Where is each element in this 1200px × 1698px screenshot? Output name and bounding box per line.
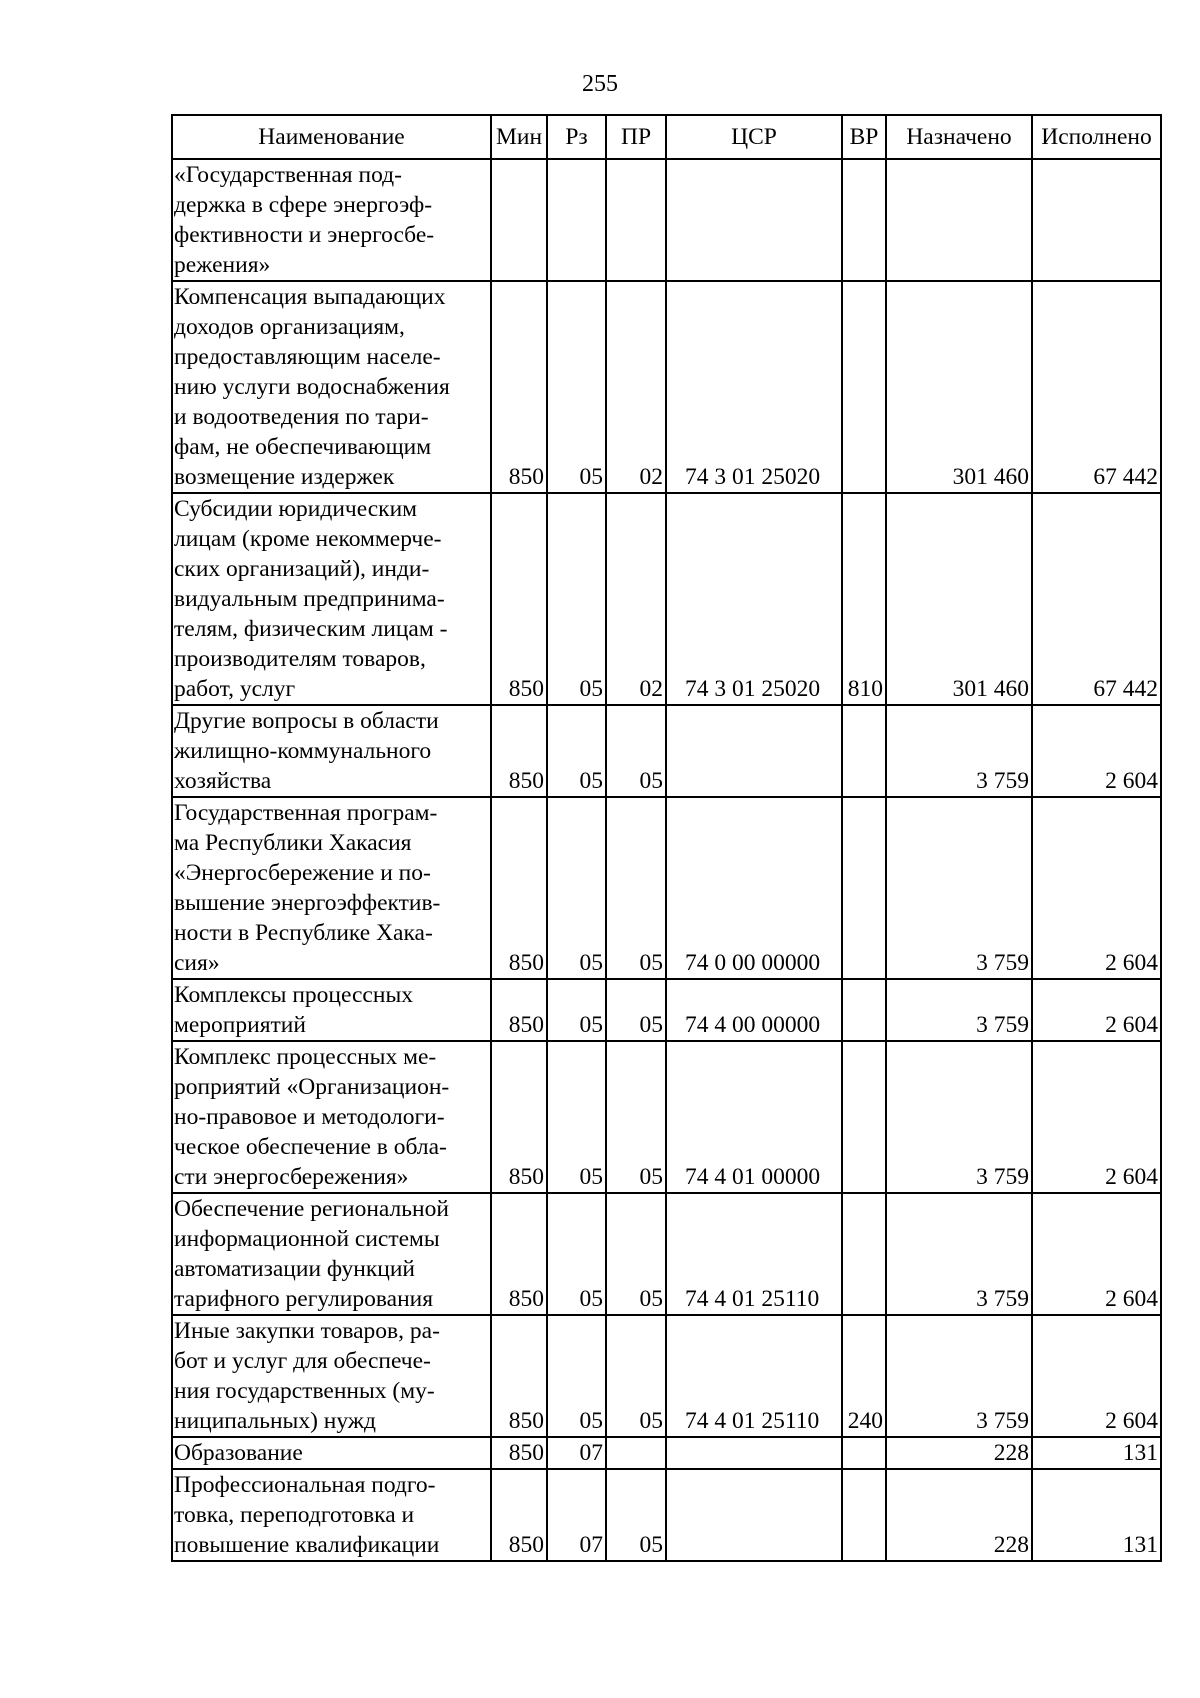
name-line: ма Республики Хакасия [174, 830, 412, 856]
name-line: ности в Республике Хака- [174, 920, 433, 946]
name-line: производителям товаров, [174, 646, 426, 672]
cell-executed: 2 604 [1032, 797, 1161, 979]
name-line: повышение квалификации [174, 1532, 440, 1558]
name-line: Субсидии юридическим [174, 496, 418, 522]
cell-pr: 05 [606, 1041, 666, 1193]
cell-name [172, 493, 491, 705]
cell-executed: 67 442 [1032, 281, 1161, 493]
name-line: и водоотведения по тари- [174, 404, 429, 430]
header-executed: Исполнено [1032, 115, 1161, 159]
name-line: Государственная програм- [174, 800, 438, 826]
header-csr: ЦСР [666, 115, 842, 159]
cell-executed: 2 604 [1032, 979, 1161, 1041]
cell-assigned: 3 759 [886, 1193, 1032, 1315]
cell-executed: 67 442 [1032, 493, 1161, 705]
name-line: ния государственных (му- [174, 1378, 435, 1404]
name-line: доходов организациям, [174, 314, 405, 340]
name-line: автоматизации функций [174, 1256, 416, 1282]
header-min: Мин [491, 115, 547, 159]
name-line: «Государственная под- [174, 162, 402, 188]
cell-rz: 05 [547, 979, 606, 1041]
name-line: нию услуги водоснабжения [174, 374, 450, 400]
cell-assigned [886, 159, 1032, 281]
name-line: возмещение издержек [174, 464, 395, 490]
cell-min: 850 [491, 705, 547, 797]
header-assigned: Назначено [886, 115, 1032, 159]
cell-executed: 2 604 [1032, 705, 1161, 797]
cell-rz: 05 [547, 1193, 606, 1315]
name-line: Другие вопросы в области [174, 708, 439, 734]
cell-min: 850 [491, 1041, 547, 1193]
name-line: сти энергосбережения» [174, 1164, 409, 1190]
cell-vr: 810 [842, 493, 886, 705]
cell-rz: 05 [547, 1041, 606, 1193]
cell-csr: 74 4 01 25110 [666, 1315, 842, 1437]
name-line: телям, физическим лицам - [174, 616, 448, 642]
table-row [172, 493, 1161, 705]
header-rz: Рз [547, 115, 606, 159]
name-line: Комплекс процессных ме- [174, 1044, 437, 1070]
name-line: Профессиональная подго- [174, 1472, 436, 1498]
name-line: роприятий «Организацион- [174, 1074, 450, 1100]
name-line: информационной системы [174, 1226, 440, 1252]
cell-vr [842, 1437, 886, 1469]
cell-executed: 131 [1032, 1437, 1161, 1469]
cell-csr: 74 3 01 25020 [666, 493, 842, 705]
cell-rz: 07 [547, 1469, 606, 1561]
cell-vr [842, 159, 886, 281]
cell-vr [842, 705, 886, 797]
cell-pr: 05 [606, 979, 666, 1041]
cell-assigned: 3 759 [886, 1041, 1032, 1193]
cell-csr [666, 705, 842, 797]
table-header-row [172, 115, 1161, 159]
cell-min: 850 [491, 1193, 547, 1315]
cell-assigned: 228 [886, 1437, 1032, 1469]
name-line: фективности и энергосбе- [174, 222, 435, 248]
cell-vr [842, 1041, 886, 1193]
name-line: видуальным предпринима- [174, 586, 445, 612]
cell-csr [666, 1469, 842, 1561]
name-line: но-правовое и методологи- [174, 1104, 445, 1130]
cell-min: 850 [491, 493, 547, 705]
table-body [172, 159, 1161, 1561]
cell-csr [666, 159, 842, 281]
cell-vr [842, 1469, 886, 1561]
cell-rz: 05 [547, 281, 606, 493]
name-line: работ, услуг [174, 676, 296, 702]
table-row [172, 979, 1161, 1041]
name-line: хозяйства [174, 768, 272, 794]
cell-rz: 05 [547, 1315, 606, 1437]
cell-rz [547, 159, 606, 281]
name-line: жилищно-коммунального [174, 738, 432, 764]
name-line: режения» [174, 252, 271, 278]
cell-pr: 05 [606, 797, 666, 979]
name-line: ческое обеспечение в обла- [174, 1134, 447, 1160]
cell-executed: 2 604 [1032, 1315, 1161, 1437]
table-row [172, 1041, 1161, 1193]
name-line: Обеспечение региональной [174, 1196, 449, 1222]
cell-name [172, 159, 491, 281]
cell-executed [1032, 159, 1161, 281]
table-row [172, 1193, 1161, 1315]
cell-assigned: 3 759 [886, 979, 1032, 1041]
cell-min: 850 [491, 797, 547, 979]
cell-csr: 74 0 00 00000 [666, 797, 842, 979]
name-line: бот и услуг для обеспече- [174, 1348, 431, 1374]
cell-csr: 74 4 01 00000 [666, 1041, 842, 1193]
cell-pr: 05 [606, 1193, 666, 1315]
cell-pr: 02 [606, 281, 666, 493]
table-row [172, 705, 1161, 797]
name-line: сия» [174, 950, 220, 976]
cell-min: 850 [491, 281, 547, 493]
name-line: вышение энергоэффектив- [174, 890, 441, 916]
cell-executed: 131 [1032, 1469, 1161, 1561]
cell-pr: 02 [606, 493, 666, 705]
name-line: ниципальных) нужд [174, 1408, 376, 1434]
name-line: тарифного регулирования [174, 1286, 434, 1312]
cell-assigned: 3 759 [886, 1315, 1032, 1437]
cell-rz: 07 [547, 1437, 606, 1469]
table-row [172, 1437, 1161, 1469]
cell-csr [666, 1437, 842, 1469]
cell-pr [606, 159, 666, 281]
budget-table [171, 114, 1162, 1562]
header-vr: ВР [842, 115, 886, 159]
cell-vr [842, 797, 886, 979]
cell-vr: 240 [842, 1315, 886, 1437]
cell-name [172, 1041, 491, 1193]
table-row [172, 159, 1161, 281]
name-line: предоставляющим населе- [174, 344, 441, 370]
table-row [172, 797, 1161, 979]
cell-name [172, 979, 491, 1041]
cell-name [172, 281, 491, 493]
cell-vr [842, 281, 886, 493]
cell-assigned: 3 759 [886, 797, 1032, 979]
page-number: 255 [582, 71, 618, 97]
cell-assigned: 301 460 [886, 493, 1032, 705]
cell-csr: 74 3 01 25020 [666, 281, 842, 493]
cell-min: 850 [491, 1315, 547, 1437]
cell-min: 850 [491, 979, 547, 1041]
name-line: Иные закупки товаров, ра- [174, 1318, 440, 1344]
name-line: товка, переподготовка и [174, 1502, 415, 1528]
cell-assigned: 301 460 [886, 281, 1032, 493]
cell-name [172, 1193, 491, 1315]
cell-name [172, 705, 491, 797]
table-row [172, 281, 1161, 493]
cell-assigned: 228 [886, 1469, 1032, 1561]
table-row [172, 1315, 1161, 1437]
cell-rz: 05 [547, 493, 606, 705]
cell-name [172, 797, 491, 979]
cell-name [172, 1469, 491, 1561]
name-line: Комплексы процессных [174, 982, 413, 1008]
cell-vr [842, 1193, 886, 1315]
name-line: держка в сфере энергоэф- [174, 192, 433, 218]
name-line: фам, не обеспечивающим [174, 434, 432, 460]
cell-rz: 05 [547, 705, 606, 797]
name-line: «Энергосбережение и по- [174, 860, 431, 886]
name-line: мероприятий [174, 1012, 306, 1038]
cell-pr [606, 1437, 666, 1469]
cell-csr: 74 4 00 00000 [666, 979, 842, 1041]
cell-name [172, 1315, 491, 1437]
cell-pr: 05 [606, 1315, 666, 1437]
cell-pr: 05 [606, 705, 666, 797]
cell-csr: 74 4 01 25110 [666, 1193, 842, 1315]
cell-executed: 2 604 [1032, 1041, 1161, 1193]
cell-name [172, 1437, 491, 1469]
cell-min [491, 159, 547, 281]
name-line: ских организаций), инди- [174, 556, 430, 582]
cell-vr [842, 979, 886, 1041]
cell-executed: 2 604 [1032, 1193, 1161, 1315]
name-line: лицам (кроме некоммерче- [174, 526, 442, 552]
name-line: Компенсация выпадающих [174, 284, 446, 310]
header-name: Наименование [172, 115, 491, 159]
header-pr: ПР [606, 115, 666, 159]
table-row [172, 1469, 1161, 1561]
name-line: Образование [174, 1440, 303, 1466]
cell-min: 850 [491, 1437, 547, 1469]
cell-min: 850 [491, 1469, 547, 1561]
cell-assigned: 3 759 [886, 705, 1032, 797]
cell-rz: 05 [547, 797, 606, 979]
cell-pr: 05 [606, 1469, 666, 1561]
